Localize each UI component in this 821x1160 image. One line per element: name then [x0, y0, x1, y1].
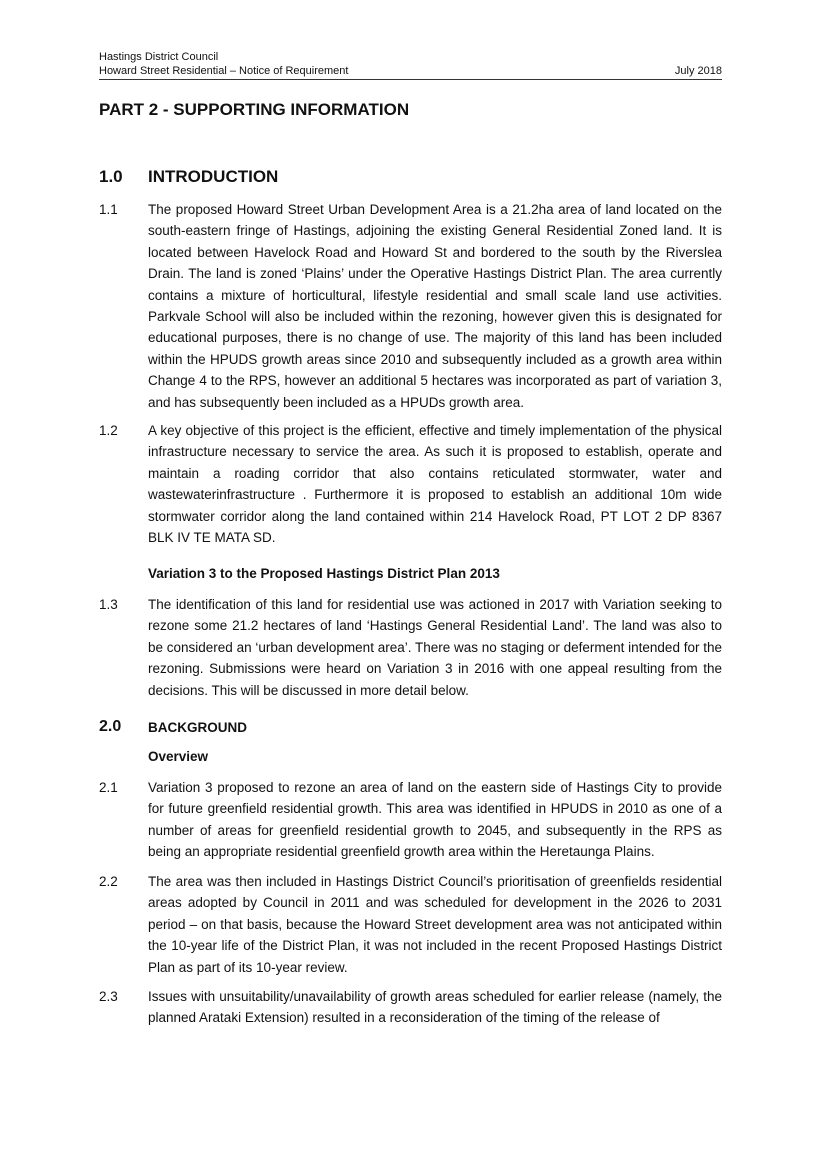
header-rule [99, 64, 722, 80]
section-title: INTRODUCTION [148, 167, 279, 186]
paragraph-number: 1.3 [99, 597, 118, 612]
paragraph-text: A key objective of this project is the efficient, effective and timely implementation of the physical infrastructure necessary to service the area. As such it is proposed to establish, operate and maintain a roading corridor that also contains reticulated stormwater, water and wastewaterinfrastructure . Furthermore it is proposed to establish an additional 10m wide stormwater corridor along the land contained within 214 Havelock Road, PT LOT 2 DP 8367 BLK IV TE MATA SD. [148, 423, 722, 546]
subheading-overview: Overview [148, 749, 209, 764]
paragraph-text: The proposed Howard Street Urban Development Area is a 21.2ha area of land located on the south-eastern fringe of Hastings, adjoining the existing General Residential Zoned land. It is located between Havelock Road and Howard St and bordered to the south by the Riverslea Drain. The land is zoned ‘Plains’ under the Operative Hastings District Plan. The area currently contains a mixture of horticultural, lifestyle residential and small scale land use activities. Parkvale School will also be included within the rezoning, however given this is designated for educational purposes, there is no change of use. The majority of this land has been included within the HPUDS growth areas since 2010 and subsequently included as a growth area within Change 4 to the RPS, however an additional 5 hectares was incorporated as part of variation 3, and has subsequently been included as a HPUDs growth area. [148, 202, 722, 410]
paragraph-text: Variation 3 proposed to rezone an area of land on the eastern side of Hastings City to provide for future greenfield residential growth. This area was identified in HPUDS in 2010 as one of a number of areas for greenfield residential growth to 2045, and subsequently in the RPS as being an appropriate residential greenfield growth area within the Heretaunga Plains. [148, 780, 722, 860]
paragraph-text: The area was then included in Hastings District Council’s prioritisation of greenfields residential areas adopted by Council in 2011 and was scheduled for development in the 2026 to 2031 period – on that basis, because the Howard Street development area was not anticipated within the 10-year life of the District Plan, it was not included in the recent Proposed Hastings District Plan as part of its 10-year review. [148, 874, 722, 975]
paragraph-number: 1.2 [99, 423, 118, 438]
header-date: July 2018 [674, 65, 722, 77]
paragraph-number: 2.3 [99, 989, 118, 1004]
paragraph-number: 1.1 [99, 202, 118, 217]
section-title: BACKGROUND [148, 720, 247, 735]
section-number: 2.0 [99, 718, 122, 735]
paragraph-text: The identification of this land for residential use was actioned in 2017 with Variation seeking to rezone some 21.2 hectares of land ‘Hastings General Residential Land’. The land was also to be considered an ‘urban development area’. There was no staging or deferment intended for the rezoning. Submissions were heard on Variation 3 in 2016 with one appeal resulting from the decisions. This will be discussed in more detail below. [148, 597, 722, 698]
page-header [99, 50, 722, 80]
header-doc-title: Howard Street Residential – Notice of Requirement [99, 65, 349, 77]
section-number: 1.0 [99, 167, 123, 186]
paragraph-number: 2.2 [99, 874, 118, 889]
paragraph-number: 2.1 [99, 780, 118, 795]
header-org: Hastings District Council [99, 51, 219, 63]
subheading-variation3: Variation 3 to the Proposed Hastings District Plan 2013 [148, 566, 500, 581]
part-title: PART 2 - SUPPORTING INFORMATION [99, 100, 410, 119]
paragraph-text: Issues with unsuitability/unavailability of growth areas scheduled for earlier release (namely, the planned Arataki Extension) resulted in a reconsideration of the timing of the release of [148, 989, 722, 1026]
